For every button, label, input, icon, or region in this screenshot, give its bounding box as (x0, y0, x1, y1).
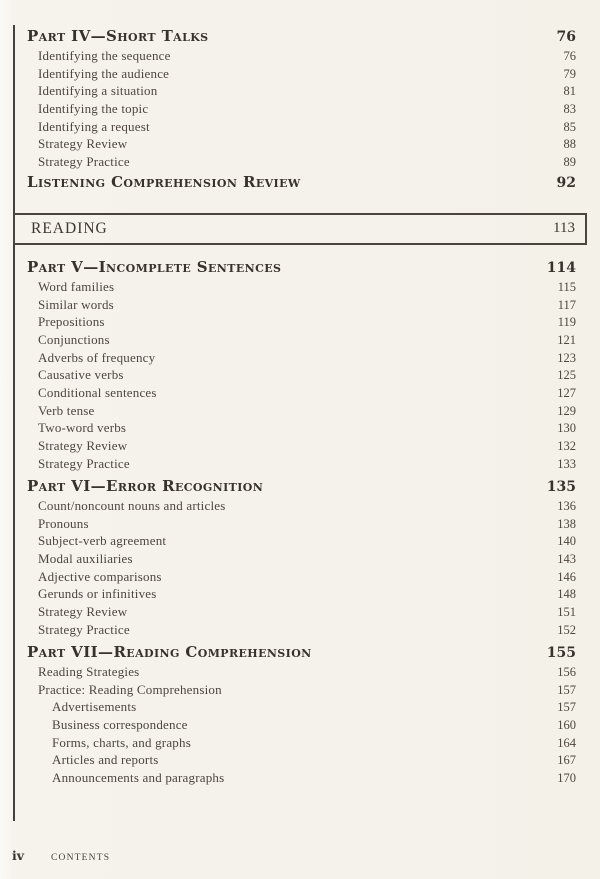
toc-entry-label: Two-word verbs (38, 420, 127, 436)
toc-content (0, 25, 600, 787)
toc-entry-page-number: 143 (557, 551, 576, 566)
toc-entry (38, 437, 576, 455)
toc-entry-label: Pronouns (38, 515, 89, 531)
toc-entry-page-number: 123 (557, 350, 576, 365)
toc-entry-page-number: 85 (563, 119, 576, 134)
toc-entry-label: Identifying a request (38, 118, 150, 134)
toc-entry-label: Announcements and paragraphs (52, 770, 225, 785)
toc-heading-page-number: 76 (556, 29, 576, 45)
toc-entry-page-number: 127 (557, 385, 576, 400)
toc-entry (38, 278, 576, 296)
toc-entry (38, 515, 576, 533)
toc-heading-page-number: 114 (546, 259, 576, 276)
toc-entry-page-number: 156 (557, 664, 576, 679)
toc-heading-label: Part VII—Reading Comprehension (27, 642, 312, 661)
toc-heading-page-number: 155 (546, 644, 576, 661)
toc-entry-page-number: 151 (557, 605, 576, 619)
toc-entry (52, 734, 576, 752)
toc-entry (38, 100, 576, 118)
toc-entry-page-number: 129 (557, 403, 576, 418)
toc-entry-page-number: 83 (563, 102, 576, 117)
toc-entry-label: Gerunds or infinitives (38, 586, 157, 602)
toc-entry (52, 769, 576, 787)
toc-section-heading (27, 171, 576, 193)
toc-part-heading (27, 641, 576, 663)
toc-entry-label: Strategy Review (38, 136, 128, 152)
toc-entry (38, 550, 576, 568)
toc-entry-page-number: 133 (557, 456, 576, 471)
toc-entry-label: Causative verbs (38, 367, 124, 383)
toc-heading-page-number: 135 (546, 478, 576, 495)
toc-entry (38, 568, 576, 586)
toc-entry-page-number: 130 (557, 421, 576, 436)
toc-entry (38, 366, 576, 384)
toc-heading-label: Part VI—Error Recognition (27, 476, 264, 495)
toc-entry-label: Prepositions (38, 314, 105, 330)
toc-entry-page-number: 89 (563, 155, 576, 170)
toc-entry-label: Advertisements (52, 699, 137, 715)
toc-entry (38, 135, 576, 153)
toc-entry-label: Identifying the audience (38, 65, 170, 81)
section-banner-title: READING (31, 219, 108, 237)
toc-entry (38, 681, 576, 699)
toc-entry (52, 698, 576, 716)
toc-entry-page-number: 148 (557, 587, 576, 602)
toc-entry (38, 532, 576, 550)
toc-entry-label: Conjunctions (38, 331, 110, 347)
toc-entry-page-number: 136 (557, 498, 576, 513)
toc-entry-page-number: 160 (557, 717, 576, 732)
toc-entry-page-number: 146 (557, 569, 576, 584)
toc-entry-label: Strategy Practice (38, 154, 130, 170)
toc-entry-label: Strategy Review (38, 438, 128, 453)
toc-entry-page-number: 132 (557, 439, 576, 453)
toc-entry (38, 349, 576, 367)
page-footer (12, 848, 110, 863)
toc-entry-label: Conditional sentences (38, 384, 157, 400)
toc-entry-page-number: 81 (563, 84, 576, 99)
toc-entry (38, 419, 576, 437)
toc-entry (38, 621, 576, 639)
toc-entry-page-number: 119 (557, 315, 576, 330)
toc-part-heading (27, 475, 576, 497)
toc-entry-page-number: 138 (557, 516, 576, 531)
toc-entry-label: Reading Strategies (38, 663, 140, 679)
toc-entry (38, 47, 576, 65)
toc-entry-label: Similar words (38, 296, 114, 312)
toc-entry (38, 497, 576, 515)
toc-entry (38, 331, 576, 349)
toc-entry (38, 455, 576, 473)
toc-entry-label: Articles and reports (52, 752, 159, 768)
section-banner (13, 213, 587, 245)
toc-entry-label: Identifying the topic (38, 101, 149, 117)
toc-entry-label: Identifying the sequence (38, 48, 171, 63)
toc-heading-label: Part IV—Short Talks (27, 27, 209, 45)
toc-entry (38, 118, 576, 136)
toc-entry-page-number: 167 (557, 753, 576, 768)
toc-entry-page-number: 140 (557, 534, 576, 549)
toc-entry (38, 603, 576, 621)
toc-heading-label: Listening Comprehension Review (27, 172, 301, 191)
toc-entry-label: Identifying a situation (38, 83, 158, 99)
toc-entry-page-number: 117 (557, 297, 576, 312)
toc-heading-page-number: 92 (556, 174, 576, 191)
toc-entry (38, 82, 576, 100)
toc-entry (38, 313, 576, 331)
toc-part-heading (27, 25, 576, 47)
toc-entry-label: Subject-verb agreement (38, 533, 167, 549)
toc-part-heading (27, 256, 576, 278)
toc-entry-page-number: 88 (563, 137, 576, 152)
toc-entry (52, 716, 576, 734)
toc-entry-label: Adverbs of frequency (38, 349, 156, 365)
toc-entry-label: Strategy Practice (38, 455, 130, 471)
toc-entry (38, 402, 576, 420)
toc-entry-label: Modal auxiliaries (38, 550, 133, 566)
toc-entry-label: Strategy Practice (38, 621, 130, 637)
toc-heading-label: Part V—Incomplete Sentences (27, 257, 282, 276)
toc-entry (38, 663, 576, 681)
toc-entry-label: Word families (38, 278, 115, 294)
toc-entry-label: Adjective comparisons (38, 568, 162, 584)
toc-entry-page-number: 115 (557, 279, 576, 294)
toc-entry (38, 384, 576, 402)
running-title: CONTENTS (51, 853, 111, 863)
toc-entry-label: Forms, charts, and graphs (52, 734, 191, 750)
toc-entry-page-number: 152 (557, 622, 576, 637)
toc-entry (38, 585, 576, 603)
toc-entry (38, 153, 576, 171)
toc-entry-page-number: 157 (557, 700, 576, 715)
toc-entry-label: Business correspondence (52, 716, 188, 732)
toc-entry (38, 296, 576, 314)
section-banner-page-number: 113 (553, 220, 575, 237)
toc-entry-label: Strategy Review (38, 604, 128, 619)
toc-entry-page-number: 170 (557, 771, 576, 785)
folio-page-number: iv (12, 848, 25, 863)
toc-entry-page-number: 76 (563, 49, 576, 63)
toc-entry-page-number: 157 (557, 682, 576, 697)
toc-entry-page-number: 125 (557, 368, 576, 383)
toc-entry-label: Verb tense (38, 402, 95, 418)
toc-entry (52, 751, 576, 769)
toc-entry-label: Count/noncount nouns and articles (38, 497, 226, 513)
toc-entry-page-number: 164 (557, 735, 576, 750)
toc-entry-page-number: 79 (563, 66, 576, 81)
toc-entry-page-number: 121 (557, 332, 576, 347)
toc-entry (38, 65, 576, 83)
toc-entry-label: Practice: Reading Comprehension (38, 681, 222, 697)
